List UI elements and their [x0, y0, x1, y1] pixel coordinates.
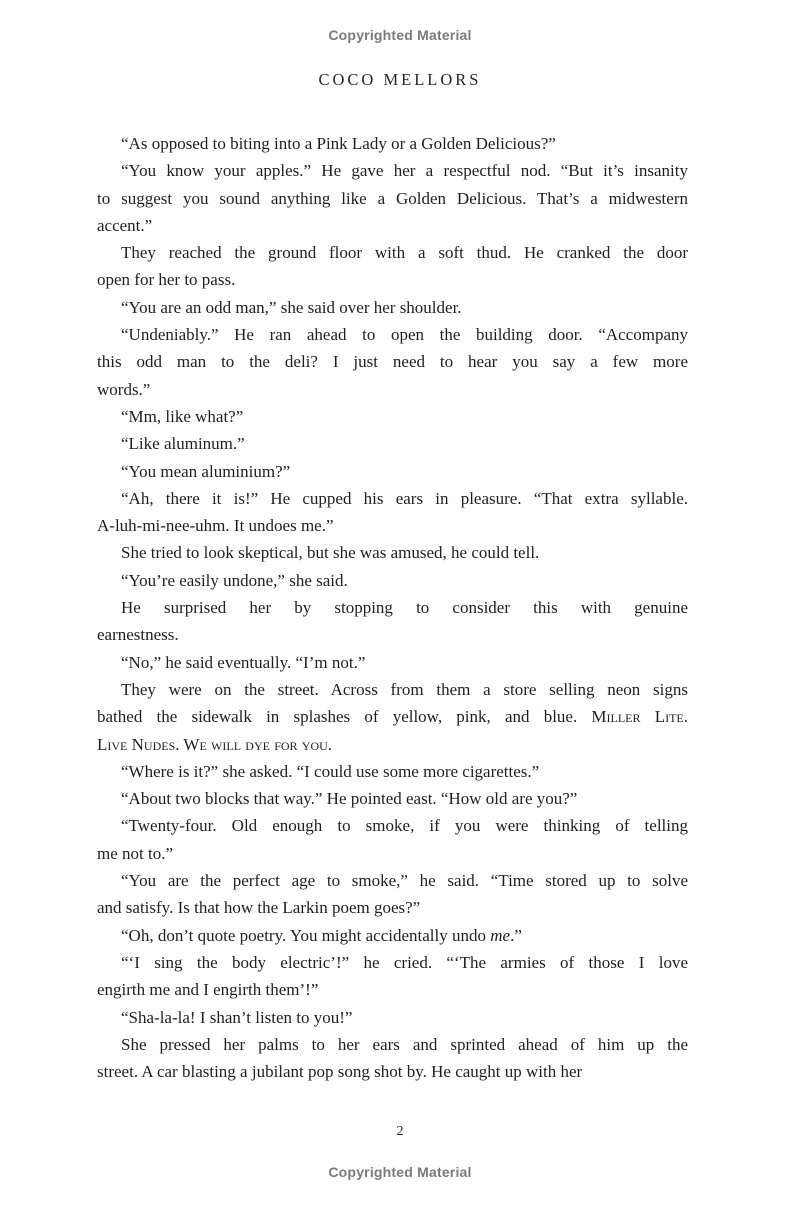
- text-line: “Like aluminum.”: [121, 434, 245, 454]
- text-line: Live Nudes. We will dye for you.: [97, 734, 333, 754]
- paragraph: [97, 157, 688, 239]
- paragraph: [97, 403, 688, 430]
- text-line: “As opposed to biting into a Pink Lady or a Golden Delicious?”: [121, 134, 556, 153]
- text-line: “Twenty-four. Old enough to smoke, if you were thinking of telling: [121, 816, 688, 836]
- page-number: 2: [396, 1124, 404, 1139]
- author-running-head: COCO MELLORS: [318, 70, 482, 89]
- text-line: They reached the ground floor with a soft thud. He cranked the door: [121, 243, 688, 263]
- text-line: this odd man to the deli? I just need to hear you say a few more: [97, 352, 688, 372]
- paragraph: [97, 812, 688, 867]
- text-line: me not to.”: [97, 843, 174, 863]
- text-line: street. A car blasting a jubilant pop song shot by. He caught up with her: [97, 1062, 583, 1082]
- paragraph: [97, 758, 688, 785]
- paragraph: [97, 594, 688, 649]
- text-line: “Oh, don’t quote poetry. You might accidentally undo me.”: [121, 925, 522, 945]
- text-line: words.”: [97, 379, 151, 399]
- text-line: “Undeniably.” He ran ahead to open the building door. “Accompany: [121, 325, 688, 345]
- paragraph: [97, 785, 688, 812]
- body-text: [97, 130, 688, 1085]
- paragraph: [97, 1004, 688, 1031]
- paragraph: [97, 1031, 688, 1086]
- text-line: engirth me and I engirth them’!”: [97, 980, 319, 1000]
- text-line: She pressed her palms to her ears and sprinted ahead of him up the: [121, 1034, 688, 1054]
- paragraph: [97, 321, 688, 403]
- text-line: “About two blocks that way.” He pointed east. “How old are you?”: [121, 789, 578, 809]
- text-line: accent.”: [97, 215, 153, 235]
- paragraph: [97, 130, 688, 157]
- paragraph: [97, 294, 688, 321]
- paragraph: [97, 922, 688, 949]
- text-line: “Ah, there it is!” He cupped his ears in pleasure. “That extra syllable.: [121, 488, 688, 508]
- text-line: “Where is it?” she asked. “I could use some more cigarettes.”: [121, 761, 540, 781]
- text-line: to suggest you sound anything like a Golden Delicious. That’s a midwestern: [97, 188, 688, 208]
- paragraph: [97, 949, 688, 1004]
- text-line: open for her to pass.: [97, 270, 236, 290]
- text-line: and satisfy. Is that how the Larkin poem goes?”: [97, 898, 421, 918]
- paragraph: [97, 649, 688, 676]
- text-line: “You know your apples.” He gave her a respectful nod. “But it’s insanity: [121, 161, 688, 181]
- top-copyright-notice: Copyrighted Material: [328, 27, 472, 43]
- paragraph: [97, 676, 688, 758]
- paragraph: [97, 239, 688, 294]
- paragraph: [97, 567, 688, 594]
- text-line: bathed the sidewalk in splashes of yellow, pink, and blue. Miller Lite.: [97, 707, 688, 727]
- text-line: “You are the perfect age to smoke,” he said. “Time stored up to solve: [121, 871, 688, 891]
- text-line: They were on the street. Across from them a store selling neon signs: [121, 679, 688, 699]
- text-line: She tried to look skeptical, but she was amused, he could tell.: [121, 543, 540, 563]
- text-line: “Mm, like what?”: [121, 406, 244, 426]
- bottom-copyright-notice: Copyrighted Material: [328, 1164, 472, 1180]
- paragraph: [97, 485, 688, 540]
- text-line: “You’re easily undone,” she said.: [121, 570, 348, 590]
- text-line: “You are an odd man,” she said over her shoulder.: [121, 297, 462, 317]
- text-line: A-luh-mi-nee-uhm. It undoes me.”: [97, 516, 334, 536]
- paragraph: [97, 458, 688, 485]
- paragraph: [97, 539, 688, 566]
- text-line: “You mean aluminium?”: [121, 461, 291, 481]
- text-line: He surprised her by stopping to consider this with genuine: [121, 598, 688, 618]
- text-line: “No,” he said eventually. “I’m not.”: [121, 652, 366, 672]
- paragraph: [97, 430, 688, 457]
- paragraph: [97, 867, 688, 922]
- text-line: “‘I sing the body electric’!” he cried. “‘The armies of those I love: [121, 952, 688, 972]
- text-line: earnestness.: [97, 625, 179, 645]
- text-line: “Sha-la-la! I shan’t listen to you!”: [121, 1007, 353, 1027]
